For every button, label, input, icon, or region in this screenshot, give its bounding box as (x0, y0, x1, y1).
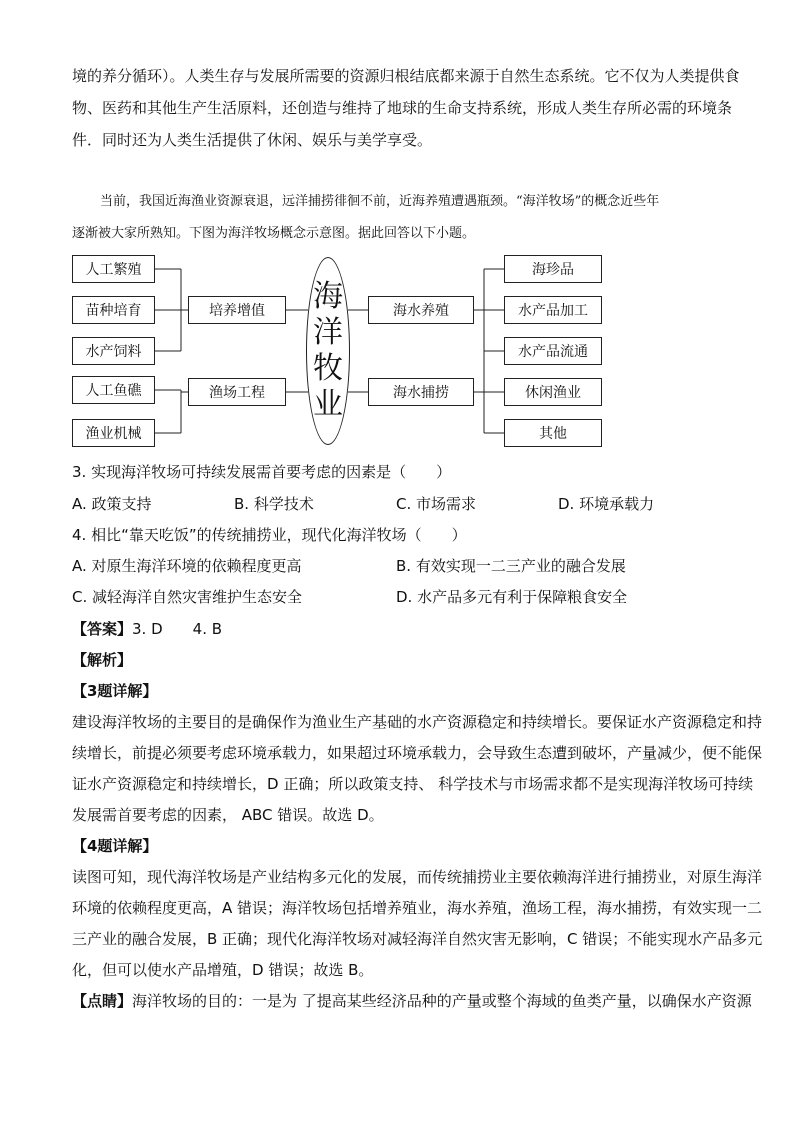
question-4-option-c[interactable]: C. 减轻海洋自然灾害维护生态安全 (72, 588, 303, 606)
diagram-box-seedling-cultivation: 苗种培育 (72, 296, 155, 324)
diagram-box-artificial-breeding: 人工繁殖 (72, 255, 155, 283)
detail-3-line: 发展需首要考虑的因素， ABC 错误。故选 D。 (72, 806, 384, 824)
detail-4-line: 三产业的融合发展，B 正确；现代化海洋牧场对减轻海洋自然灾害无影响，C 错误；不能实现水产品多元 (72, 930, 763, 948)
intro-line: 物、医药和其他生产生活原料，还创造与维持了地球的生命支持系统，形成人类生存所必需的环境条 (72, 99, 733, 117)
question-4-option-a[interactable]: A. 对原生海洋环境的依赖程度更高 (72, 557, 302, 575)
intro-line: 境的养分循环）。人类生存与发展所需要的资源归根结底都来源于自然生态系统。它不仅为人类提供食 (72, 67, 740, 85)
diagram-box-fishery-machinery: 渔业机械 (72, 419, 155, 447)
question-3-option-d[interactable]: D. 环境承载力 (558, 495, 655, 513)
tip-label: 【点睛】 (72, 992, 133, 1010)
material-line: 逐渐被大家所熟知。下图为海洋牧场概念示意图。据此回答以下小题。 (72, 226, 476, 241)
answer-text: 3. D 4. B (132, 620, 223, 638)
question-3-option-c[interactable]: C. 市场需求 (396, 495, 477, 513)
detail-4-label: 【4题详解】 (72, 837, 158, 855)
diagram-box-seafood-delicacies: 海珍品 (504, 255, 602, 283)
question-4-stem: 4. 相比“靠天吃饭”的传统捕捞业，现代化海洋牧场（ ） (72, 526, 467, 544)
detail-3-label: 【3题详解】 (72, 682, 158, 700)
answer-row (72, 619, 222, 639)
detail-3-line: 建设海洋牧场的主要目的是确保作为渔业生产基础的水产资源稳定和持续增长。要保证水产资源稳定和持 (72, 713, 763, 731)
question-3-option-a[interactable]: A. 政策支持 (72, 495, 152, 513)
diagram-box-aquatic-circulation: 水产品流通 (504, 337, 602, 365)
diagram-box-other: 其他 (504, 419, 602, 447)
detail-4-line: 环境的依赖程度更高，A 错误；海洋牧场包括增养殖业，海水养殖，渔场工程，海水捕捞，有效实现一二 (72, 899, 763, 917)
diagram-box-aquatic-feed: 水产饲料 (72, 337, 155, 365)
diagram-center-ocean-ranching (306, 257, 350, 445)
intro-line: 件．同时还为人类生活提供了休闲、娱乐与美学享受。 (72, 131, 433, 149)
tip-text: 海洋牧场的目的：一是为 了提高某些经济品种的产量或整个海域的鱼类产量，以确保水产资源 (132, 992, 752, 1010)
material-line: 当前，我国近海渔业资源衰退，远洋捕捞徘徊不前，近海养殖遭遇瓶颈。“海洋牧场”的概念近些年 (100, 194, 660, 209)
question-3-stem: 3. 实现海洋牧场可持续发展需首要考虑的因素是（ ） (72, 463, 452, 481)
detail-4-line: 化，但可以使水产品增殖，D 错误；故选 B。 (72, 961, 374, 979)
question-4-option-d[interactable]: D. 水产品多元有利于保障粮食安全 (396, 588, 628, 606)
diagram-box-cultivation-proliferation: 培养增值 (188, 296, 286, 324)
question-4-option-b[interactable]: B. 有效实现一二三产业的融合发展 (396, 557, 626, 575)
diagram-box-fishing-ground-engineering: 渔场工程 (188, 378, 286, 406)
detail-4-line: 读图可知，现代海洋牧场是产业结构多元化的发展，而传统捕捞业主要依赖海洋进行捕捞业，对原生海洋 (72, 868, 763, 886)
diagram-box-aquatic-processing: 水产品加工 (504, 296, 602, 324)
tip-row (72, 991, 752, 1011)
answer-label: 【答案】 (72, 620, 133, 638)
diagram-box-artificial-reef: 人工鱼礁 (72, 376, 155, 404)
diagram-box-leisure-fishery: 休闲渔业 (504, 378, 602, 406)
diagram-box-mariculture: 海水养殖 (368, 296, 474, 324)
diagram-center-label: 海洋牧业 (313, 279, 343, 422)
diagram-box-marine-fishing: 海水捕捞 (368, 378, 474, 406)
detail-3-line: 证水产资源稳定和持续增长，D 正确；所以政策支持、 科学技术与市场需求都不是实现海洋牧场可持续 (72, 775, 754, 793)
analysis-label: 【解析】 (72, 651, 133, 669)
detail-3-line: 续增长，前提必须要考虑环境承载力，如果超过环境承载力，会导致生态遭到破坏，产量减少，便不能保 (72, 744, 763, 762)
question-3-option-b[interactable]: B. 科学技术 (234, 495, 314, 513)
